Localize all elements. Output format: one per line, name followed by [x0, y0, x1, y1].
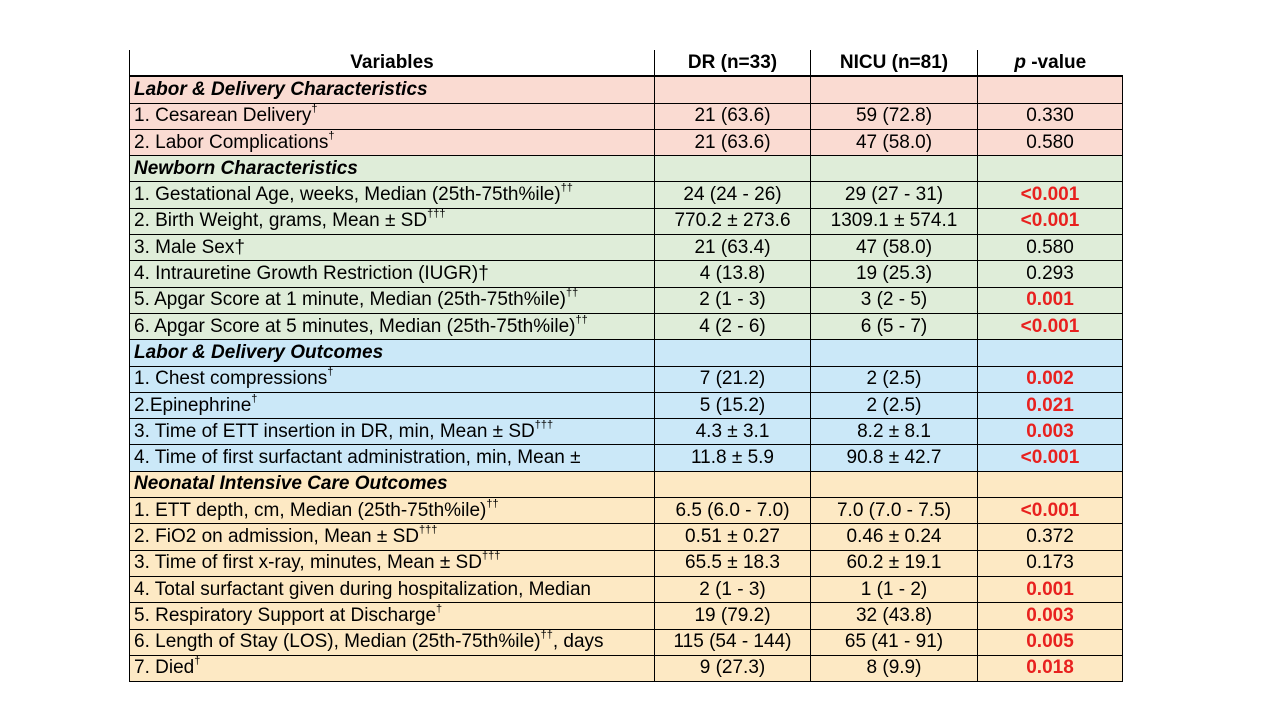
footnote-dagger: †	[194, 655, 201, 668]
nicu-value: 47 (58.0)	[811, 129, 978, 155]
dr-value: 770.2 ± 273.6	[655, 208, 811, 234]
variable-cell	[130, 182, 655, 208]
dr-value: 21 (63.6)	[655, 129, 811, 155]
empty-cell	[978, 340, 1123, 366]
empty-cell	[978, 156, 1123, 182]
variable-cell	[130, 445, 655, 471]
empty-cell	[655, 340, 811, 366]
dr-value: 4 (13.8)	[655, 261, 811, 287]
table-body	[130, 76, 1123, 681]
footnote-dagger: †	[328, 129, 335, 142]
dr-value: 4 (2 - 6)	[655, 313, 811, 339]
nicu-value: 1309.1 ± 574.1	[811, 208, 978, 234]
nicu-value: 65 (41 - 91)	[811, 629, 978, 655]
table-row	[130, 629, 1123, 655]
table-row	[130, 445, 1123, 471]
empty-cell	[978, 471, 1123, 497]
variable-cell	[130, 419, 655, 445]
header-p-value	[978, 50, 1123, 76]
footnote-dagger: ††	[565, 287, 579, 300]
nicu-value: 7.0 (7.0 - 7.5)	[811, 498, 978, 524]
variable-cell	[130, 498, 655, 524]
p-value: <0.001	[978, 498, 1123, 524]
variable-cell	[130, 366, 655, 392]
p-value: 0.293	[978, 261, 1123, 287]
variable-label: 2. Birth Weight, grams, Mean ± SD	[134, 210, 428, 232]
dr-value: 19 (79.2)	[655, 603, 811, 629]
dr-value: 11.8 ± 5.9	[655, 445, 811, 471]
footnote-dagger: ††	[575, 313, 588, 326]
table-row	[130, 261, 1123, 287]
variable-label: 7. Died	[134, 657, 195, 679]
nicu-value: 47 (58.0)	[811, 235, 978, 261]
variable-label: 1. Gestational Age, weeks, Median (25th-75th%ile)	[134, 184, 561, 206]
table-row	[130, 366, 1123, 392]
section-row	[130, 340, 1123, 366]
variable-label: 1. ETT depth, cm, Median (25th-75th%ile)	[134, 499, 487, 521]
variable-label: 1. Chest compressions	[134, 368, 328, 390]
table-row	[130, 603, 1123, 629]
table-row	[130, 576, 1123, 602]
nicu-value: 90.8 ± 42.7	[811, 445, 978, 471]
dr-value: 4.3 ± 3.1	[655, 419, 811, 445]
variable-label: 1. Cesarean Delivery	[134, 105, 312, 127]
footnote-dagger: †††	[481, 550, 501, 563]
table-row	[130, 655, 1123, 681]
variable-cell	[130, 287, 655, 313]
variable-label: 2.Epinephrine	[134, 394, 252, 416]
dr-value: 65.5 ± 18.3	[655, 550, 811, 576]
table-header	[130, 50, 1123, 76]
variable-label: 4. Time of first surfactant administration, min, Mean ±	[134, 447, 581, 469]
nicu-value: 6 (5 - 7)	[811, 313, 978, 339]
variable-cell	[130, 524, 655, 550]
nicu-value: 8.2 ± 8.1	[811, 419, 978, 445]
results-table	[129, 50, 1123, 682]
nicu-value: 19 (25.3)	[811, 261, 978, 287]
p-value: 0.330	[978, 103, 1123, 129]
nicu-value: 0.46 ± 0.24	[811, 524, 978, 550]
table-row	[130, 498, 1123, 524]
dr-value: 21 (63.4)	[655, 235, 811, 261]
nicu-value: 3 (2 - 5)	[811, 287, 978, 313]
dr-value: 6.5 (6.0 - 7.0)	[655, 498, 811, 524]
footnote-dagger: †	[251, 392, 258, 405]
variable-label: 6. Apgar Score at 5 minutes, Median (25th-75th%ile)	[134, 315, 576, 337]
header-variables: Variables	[130, 50, 655, 76]
section-row	[130, 156, 1123, 182]
variable-cell	[130, 655, 655, 681]
header-p-rest: -value	[1025, 51, 1087, 73]
variable-label: 5. Respiratory Support at Discharge	[134, 604, 437, 626]
header-p-italic: p	[1014, 51, 1026, 73]
variable-cell	[130, 603, 655, 629]
header-nicu: NICU (n=81)	[811, 50, 978, 76]
nicu-value: 59 (72.8)	[811, 103, 978, 129]
variable-label: 2. Labor Complications	[134, 131, 329, 153]
header-row	[130, 50, 1123, 76]
empty-cell	[811, 76, 978, 103]
dr-value: 9 (27.3)	[655, 655, 811, 681]
footnote-dagger: †	[327, 366, 334, 379]
table-row	[130, 419, 1123, 445]
p-value: <0.001	[978, 313, 1123, 339]
variable-label: 3. Time of ETT insertion in DR, min, Mean ± SD	[134, 420, 535, 442]
p-value: 0.005	[978, 629, 1123, 655]
variable-cell	[130, 208, 655, 234]
nicu-value: 2 (2.5)	[811, 366, 978, 392]
footnote-dagger: ††	[540, 629, 553, 642]
p-value: <0.001	[978, 182, 1123, 208]
variable-cell	[130, 235, 655, 261]
variable-cell	[130, 129, 655, 155]
p-value: 0.580	[978, 235, 1123, 261]
p-value: 0.580	[978, 129, 1123, 155]
table-row	[130, 313, 1123, 339]
footnote-dagger: ††	[486, 497, 499, 510]
table-row	[130, 182, 1123, 208]
dr-value: 7 (21.2)	[655, 366, 811, 392]
variable-cell	[130, 629, 655, 655]
table-row	[130, 208, 1123, 234]
empty-cell	[655, 76, 811, 103]
p-value: 0.002	[978, 366, 1123, 392]
table-row	[130, 103, 1123, 129]
p-value: <0.001	[978, 208, 1123, 234]
dr-value: 0.51 ± 0.27	[655, 524, 811, 550]
table-row	[130, 287, 1123, 313]
dr-value: 2 (1 - 3)	[655, 576, 811, 602]
variable-label: 5. Apgar Score at 1 minute, Median (25th-75th%ile)	[134, 289, 566, 311]
variable-suffix: , days	[552, 631, 604, 653]
p-value: 0.173	[978, 550, 1123, 576]
section-row	[130, 471, 1123, 497]
nicu-value: 2 (2.5)	[811, 392, 978, 418]
variable-label: 4. Intrauretine Growth Restriction (IUGR)†	[134, 263, 489, 285]
variable-cell	[130, 550, 655, 576]
section-title: Labor & Delivery Outcomes	[130, 340, 655, 366]
table-row	[130, 550, 1123, 576]
variable-label: 6. Length of Stay (LOS), Median (25th-75th%ile)	[134, 631, 541, 653]
variable-cell	[130, 392, 655, 418]
dr-value: 21 (63.6)	[655, 103, 811, 129]
section-row	[130, 76, 1123, 103]
section-title: Newborn Characteristics	[130, 156, 655, 182]
footnote-dagger: †	[436, 602, 443, 615]
table-row	[130, 235, 1123, 261]
header-dr: DR (n=33)	[655, 50, 811, 76]
dr-value: 115 (54 - 144)	[655, 629, 811, 655]
variable-cell	[130, 103, 655, 129]
table-row	[130, 392, 1123, 418]
table-row	[130, 524, 1123, 550]
empty-cell	[811, 471, 978, 497]
variable-label: 3. Time of first x-ray, minutes, Mean ± SD	[134, 552, 482, 574]
variable-cell	[130, 576, 655, 602]
footnote-dagger: †††	[534, 418, 554, 431]
footnote-dagger: †††	[419, 523, 438, 536]
variable-label: 4. Total surfactant given during hospitalization, Median	[134, 578, 591, 600]
empty-cell	[655, 156, 811, 182]
empty-cell	[811, 340, 978, 366]
p-value: 0.001	[978, 287, 1123, 313]
section-title: Labor & Delivery Characteristics	[130, 76, 655, 103]
p-value: 0.372	[978, 524, 1123, 550]
dr-value: 2 (1 - 3)	[655, 287, 811, 313]
dr-value: 5 (15.2)	[655, 392, 811, 418]
p-value: <0.001	[978, 445, 1123, 471]
variable-cell	[130, 313, 655, 339]
p-value: 0.001	[978, 576, 1123, 602]
p-value: 0.021	[978, 392, 1123, 418]
section-title: Neonatal Intensive Care Outcomes	[130, 471, 655, 497]
nicu-value: 32 (43.8)	[811, 603, 978, 629]
empty-cell	[978, 76, 1123, 103]
empty-cell	[811, 156, 978, 182]
nicu-value: 29 (27 - 31)	[811, 182, 978, 208]
footnote-dagger: †††	[427, 208, 446, 221]
p-value: 0.003	[978, 419, 1123, 445]
variable-label: 3. Male Sex†	[134, 236, 245, 258]
variable-cell	[130, 261, 655, 287]
footnote-dagger: †	[311, 103, 318, 116]
nicu-value: 1 (1 - 2)	[811, 576, 978, 602]
nicu-value: 60.2 ± 19.1	[811, 550, 978, 576]
p-value: 0.018	[978, 655, 1123, 681]
p-value: 0.003	[978, 603, 1123, 629]
table-row	[130, 129, 1123, 155]
dr-value: 24 (24 - 26)	[655, 182, 811, 208]
empty-cell	[655, 471, 811, 497]
footnote-dagger: ††	[560, 182, 573, 195]
nicu-value: 8 (9.9)	[811, 655, 978, 681]
variable-label: 2. FiO2 on admission, Mean ± SD	[134, 525, 419, 547]
